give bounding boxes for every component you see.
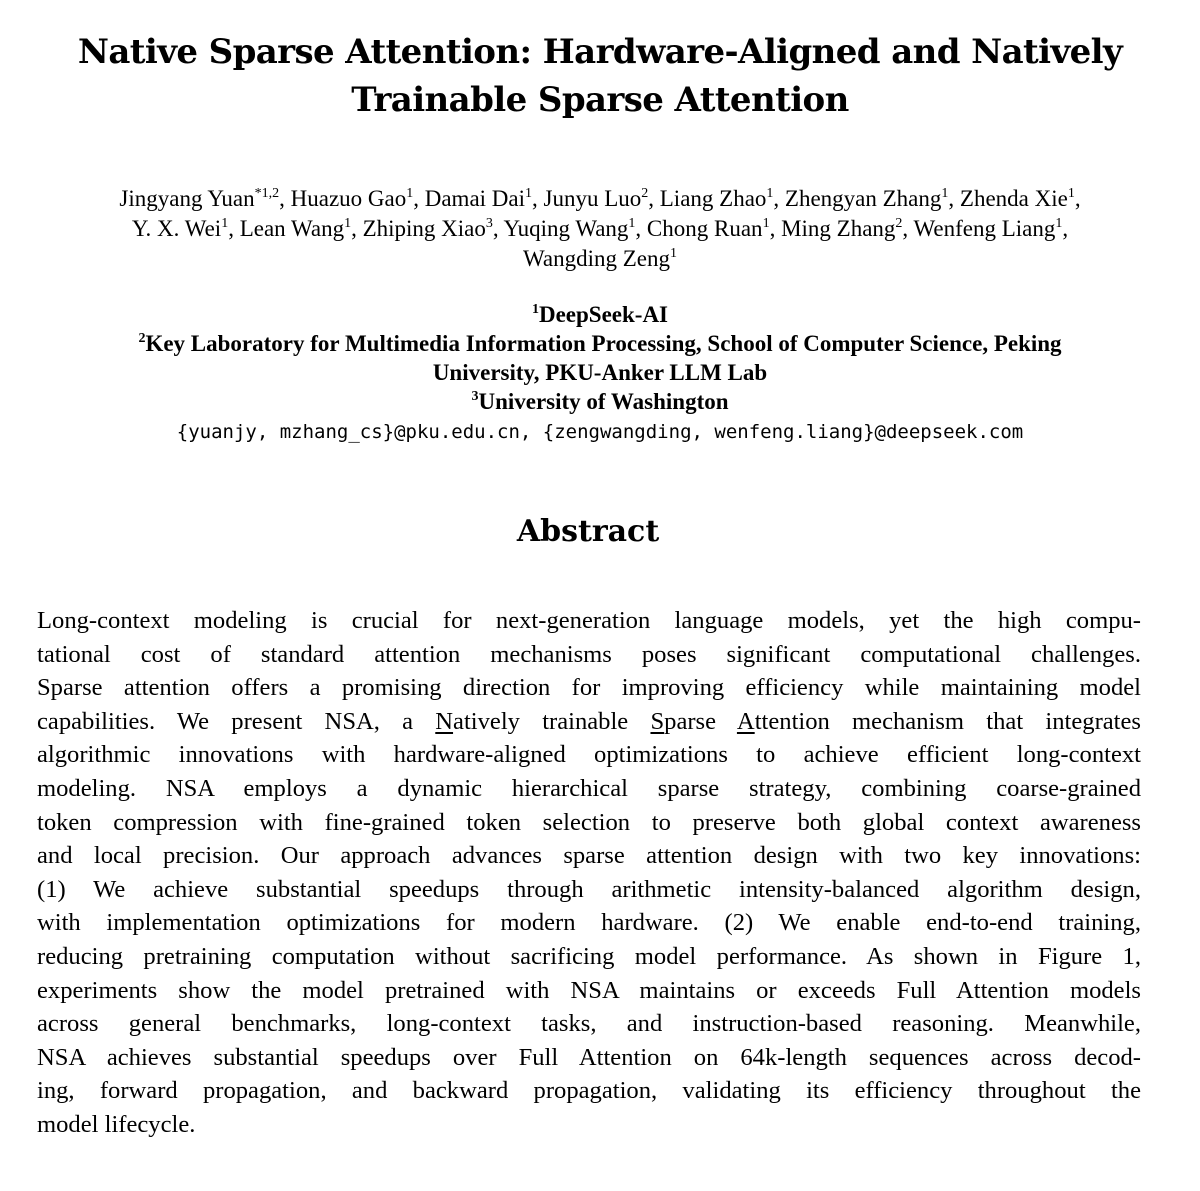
abstract-line [37,1041,1141,1075]
contact-emails: {yuanjy, mzhang_cs}@pku.edu.cn, {zengwangding, wenfeng.liang}@deepseek.com [176,421,1024,443]
author-affiliation-mark: 1 [669,246,677,261]
abstract-text: ing, forward propagation, and backward propagation, validating its efficiency throughout the [37,1077,1141,1105]
abstract-text: Sparse attention offers a promising direction for improving efficiency while maintaining model [37,674,1141,702]
author-affiliation-mark: *1,2 [254,186,280,201]
author-list [30,184,1170,274]
author-line: Y. X. Wei$^1$, Lean Wang$^1$, Zhiping Xiao$^3$, Yuqing Wang$^1$, Chong Ruan$^1$, Ming Zhang$^2$, Wenfeng Liang$^1$, [131,216,1069,241]
paper-title [40,28,1160,124]
affiliation-text: Key Laboratory for Multimedia Information Processing, School of Computer Science, Peking [145,331,1062,356]
author-name: Yuqing Wang [503,216,629,241]
author-name: Chong Ruan [646,216,763,241]
author-name: Wangding Zeng [523,246,670,271]
author-affiliation-mark: 1 [941,186,949,201]
acronym-letter: S [650,707,665,735]
title-line-2: Trainable Sparse Attention [351,80,849,120]
abstract-line [37,1007,1141,1041]
author-name: Zhiping Xiao [362,216,486,241]
affiliation-line [30,358,1170,387]
affiliation-line [30,329,1170,358]
abstract-text: token compression with fine-grained token selection to preserve both global context awareness [37,808,1141,836]
author-name: Junyu Luo [543,186,642,211]
author-affiliation-mark: 2 [895,216,903,231]
abstract-text: with implementation optimizations for modern hardware. (2) We enable end-to-end training, [37,909,1141,937]
affiliation-line [30,387,1170,416]
author-affiliation-mark: 1 [628,216,636,231]
acronym-letter: N [435,707,454,735]
author-affiliation-mark: 1 [1055,216,1063,231]
author-name: Lean Wang [239,216,345,241]
author-affiliation-mark: 1 [406,186,414,201]
abstract-heading: Abstract [516,514,660,549]
affiliation-text: University of Washington [478,389,729,414]
title-line-1: Native Sparse Attention: Hardware-Aligned and Natively [77,32,1123,72]
abstract-text: and local precision. Our approach advances sparse attention design with two key innovations: [37,842,1141,870]
abstract-line [37,638,1141,672]
author-line [30,244,1170,274]
abstract-text: atively trainable [453,707,651,735]
author-affiliation-mark: 2 [641,186,649,201]
author-affiliation-mark: 1 [221,216,229,231]
affiliation-line [30,300,1170,329]
abstract-text: NSA achieves substantial speedups over Full Attention on 64k-length sequences across decod- [37,1043,1141,1071]
author-name: Liang Zhao [659,186,767,211]
abstract-line [37,705,1141,739]
abstract-line [37,1074,1141,1108]
abstract-text: reducing pretraining computation without sacrificing model performance. As shown in Figure 1, [37,942,1141,970]
affiliation-mark: 3 [471,389,479,404]
abstract-text: tational cost of standard attention mechanisms poses significant computational challenges. [37,640,1141,668]
abstract-line [37,1108,1141,1142]
abstract-text: Long-context modeling is crucial for next-generation language models, yet the high compu- [37,607,1141,634]
abstract-text: model lifecycle. [37,1110,196,1138]
abstract-line [37,806,1141,840]
author-affiliation-mark: 1 [1067,186,1075,201]
affiliation-text: DeepSeek-AI [538,302,669,327]
abstract-line [37,974,1141,1008]
abstract-line [37,772,1141,806]
author-line: Jingyang Yuan$^{*1,2}$, Huazuo Gao$^1$, Damai Dai$^1$, Junyu Luo$^2$, Liang Zhao$^1$, Zhengyan Zhang$^1$, Zhenda Xie$^1$, [119,186,1081,211]
abstract-line [37,604,1141,638]
abstract-text: algorithmic innovations with hardware-aligned optimizations to achieve efficient long-context [37,741,1141,769]
abstract-text: experiments show the model pretrained with NSA maintains or exceeds Full Attention models [37,976,1141,1004]
author-affiliation-mark: 1 [762,216,770,231]
affiliation-mark: 1 [531,302,539,317]
abstract-line [37,738,1141,772]
author-affiliation-mark: 1 [766,186,774,201]
abstract-text: (1) We achieve substantial speedups through arithmetic intensity-balanced algorithm design, [37,875,1141,903]
author-affiliation-mark: 1 [344,216,352,231]
author-name: Wenfeng Liang [913,216,1056,241]
abstract-text: parse [664,707,737,735]
author-affiliation-mark: 3 [485,216,493,231]
author-name: Jingyang Yuan [119,186,255,211]
abstract-text: across general benchmarks, long-context tasks, and instruction-based reasoning. Meanwhile, [37,1010,1141,1038]
author-name: Y. X. Wei [131,216,222,241]
abstract-line [37,839,1141,873]
affiliations [30,300,1170,416]
affiliation-mark: 2 [138,331,146,346]
abstract-line [37,671,1141,705]
abstract-text: capabilities. We present NSA, a [37,707,436,735]
author-name: Damai Dai [424,186,525,211]
abstract-line [37,940,1141,974]
author-name: Ming Zhang [781,216,896,241]
affiliation-text: University, PKU-Anker LLM Lab [432,360,768,385]
abstract-text: modeling. NSA employs a dynamic hierarchical sparse strategy, combining coarse-grained [37,774,1141,802]
abstract-line [37,906,1141,940]
abstract-line [37,873,1141,907]
author-affiliation-mark: 1 [525,186,532,201]
author-name: Huazuo Gao [290,186,407,211]
author-name: Zhenda Xie [959,186,1068,211]
abstract-body [37,604,1141,1142]
acronym-letter: A [736,707,755,735]
author-name: Zhengyan Zhang [784,186,942,211]
abstract-text: ttention mechanism that integrates [754,707,1141,735]
